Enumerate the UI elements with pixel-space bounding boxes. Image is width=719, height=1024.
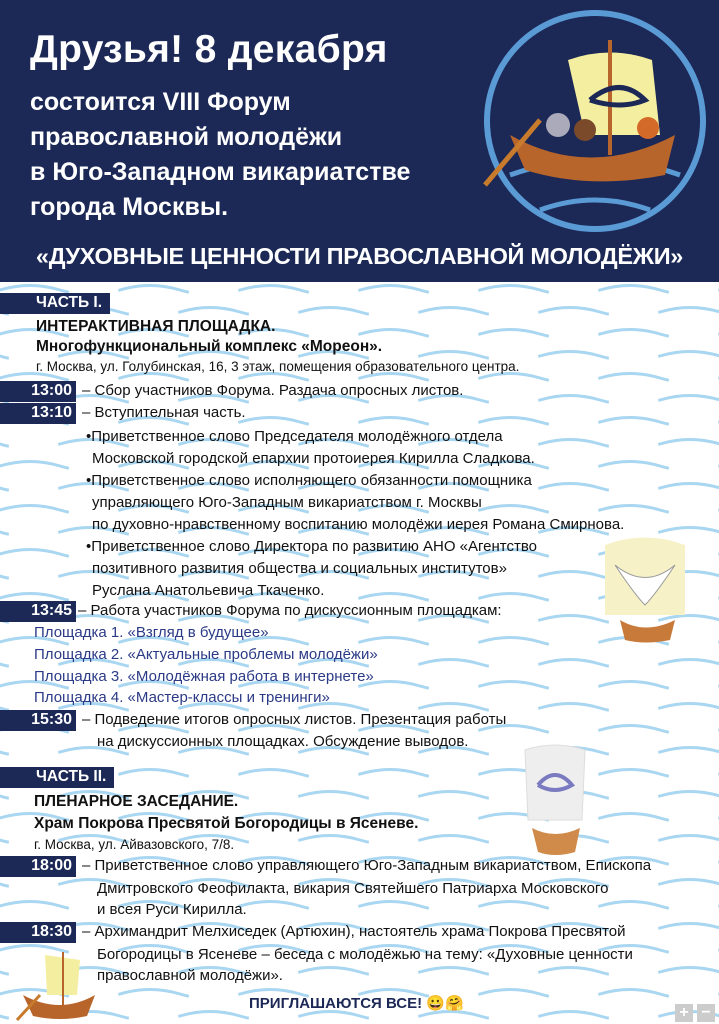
bullet-text: •Приветственное слово Председателя молодёжного отдела xyxy=(86,428,503,445)
subtitle-line: города Москвы. xyxy=(30,193,229,221)
platform-item: Площадка 2. «Актуальные проблемы молодёжи» xyxy=(34,646,378,663)
part-2-label: ЧАСТЬ II. xyxy=(0,767,114,788)
platform-item: Площадка 3. «Молодёжная работа в интернете» xyxy=(34,668,374,685)
subtitle-line: состоится VIII Форум xyxy=(30,88,291,116)
schedule-text: – Вступительная часть. xyxy=(82,404,246,421)
schedule-text: православной молодёжи». xyxy=(97,967,283,984)
platform-item: Площадка 1. «Взгляд в будущее» xyxy=(34,624,269,641)
time-badge: 13:10 xyxy=(0,403,76,424)
bullet-text: Руслана Анатольевича Ткаченко. xyxy=(92,582,325,599)
time-badge: 13:00 xyxy=(0,381,76,402)
schedule-text: – Приветственное слово управляющего Юго-Западным викариатством, Епископа xyxy=(82,857,652,874)
time-badge: 13:45 xyxy=(0,601,76,622)
schedule-text: – Работа участников Форума по дискуссионным площадкам: xyxy=(78,602,502,619)
zoom-out-button[interactable]: − xyxy=(697,1004,715,1022)
slogan: «ДУХОВНЫЕ ЦЕННОСТИ ПРАВОСЛАВНОЙ МОЛОДЁЖИ» xyxy=(35,243,684,269)
bullet-text: •Приветственное слово Директора по развитию АНО «Агентство xyxy=(86,538,537,555)
part-1-label: ЧАСТЬ I. xyxy=(0,293,110,314)
part-1-venue: Многофункциональный комплекс «Мореон». xyxy=(36,338,383,355)
bullet-text: •Приветственное слово исполняющего обязанности помощника xyxy=(86,472,532,489)
part-2-address: г. Москва, ул. Айвазовского, 7/8. xyxy=(34,837,235,852)
wave-line xyxy=(0,1012,719,1021)
boat-logo-icon xyxy=(470,5,719,240)
part-2-venue: Храм Покрова Пресвятой Богородицы в Ясеневе. xyxy=(34,815,419,832)
dove-boat-icon xyxy=(595,535,695,645)
zoom-in-button[interactable]: + xyxy=(675,1004,693,1022)
subtitle-line: православной молодёжи xyxy=(30,123,343,151)
schedule-text: Дмитровского Феофилакта, викария Святейшего Патриарха Московского xyxy=(97,880,609,897)
small-boat-logo-icon xyxy=(15,950,100,1022)
bullet-text: Московской городской епархии протоиерея Кирилла Сладкова. xyxy=(92,450,535,467)
schedule-text: – Архимандрит Мелхиседек (Артюхин), настоятель храма Покрова Пресвятой xyxy=(82,923,626,940)
schedule-text: и всея Руси Кирилла. xyxy=(97,901,247,918)
schedule-text: – Сбор участников Форума. Раздача опросных листов. xyxy=(82,382,464,399)
subtitle-line: в Юго-Западном викариатстве xyxy=(30,158,411,186)
bullet-text: управляющего Юго-Западным викариатством г. Москвы xyxy=(92,494,482,511)
header-banner xyxy=(0,0,719,282)
invitation-text: ПРИГЛАШАЮТСЯ ВСЕ! 😀🤗 xyxy=(249,995,464,1012)
part-1-heading: ИНТЕРАКТИВНАЯ ПЛОЩАДКА. xyxy=(36,318,276,335)
schedule-text: – Подведение итогов опросных листов. Презентация работы xyxy=(82,711,507,728)
title: Друзья! 8 декабря xyxy=(30,28,388,71)
fish-sail-boat-icon xyxy=(510,740,600,860)
part-2-heading: ПЛЕНАРНОЕ ЗАСЕДАНИЕ. xyxy=(34,793,239,810)
part-1-address: г. Москва, ул. Голубинская, 16, 3 этаж, помещения образовательного центра. xyxy=(36,359,520,374)
time-badge: 18:30 xyxy=(0,922,76,943)
bullet-text: по духовно-нравственному воспитанию молодёжи иерея Романа Смирнова. xyxy=(92,516,625,533)
bullet-text: позитивного развития общества и социальных институтов» xyxy=(92,560,507,577)
platform-item: Площадка 4. «Мастер-классы и тренинги» xyxy=(34,689,330,706)
schedule-text: Богородицы в Ясеневе – беседа с молодёжью на тему: «Духовные ценности xyxy=(97,946,633,963)
time-badge: 15:30 xyxy=(0,710,76,731)
time-badge: 18:00 xyxy=(0,856,76,877)
schedule-text: на дискуссионных площадках. Обсуждение выводов. xyxy=(97,733,469,750)
